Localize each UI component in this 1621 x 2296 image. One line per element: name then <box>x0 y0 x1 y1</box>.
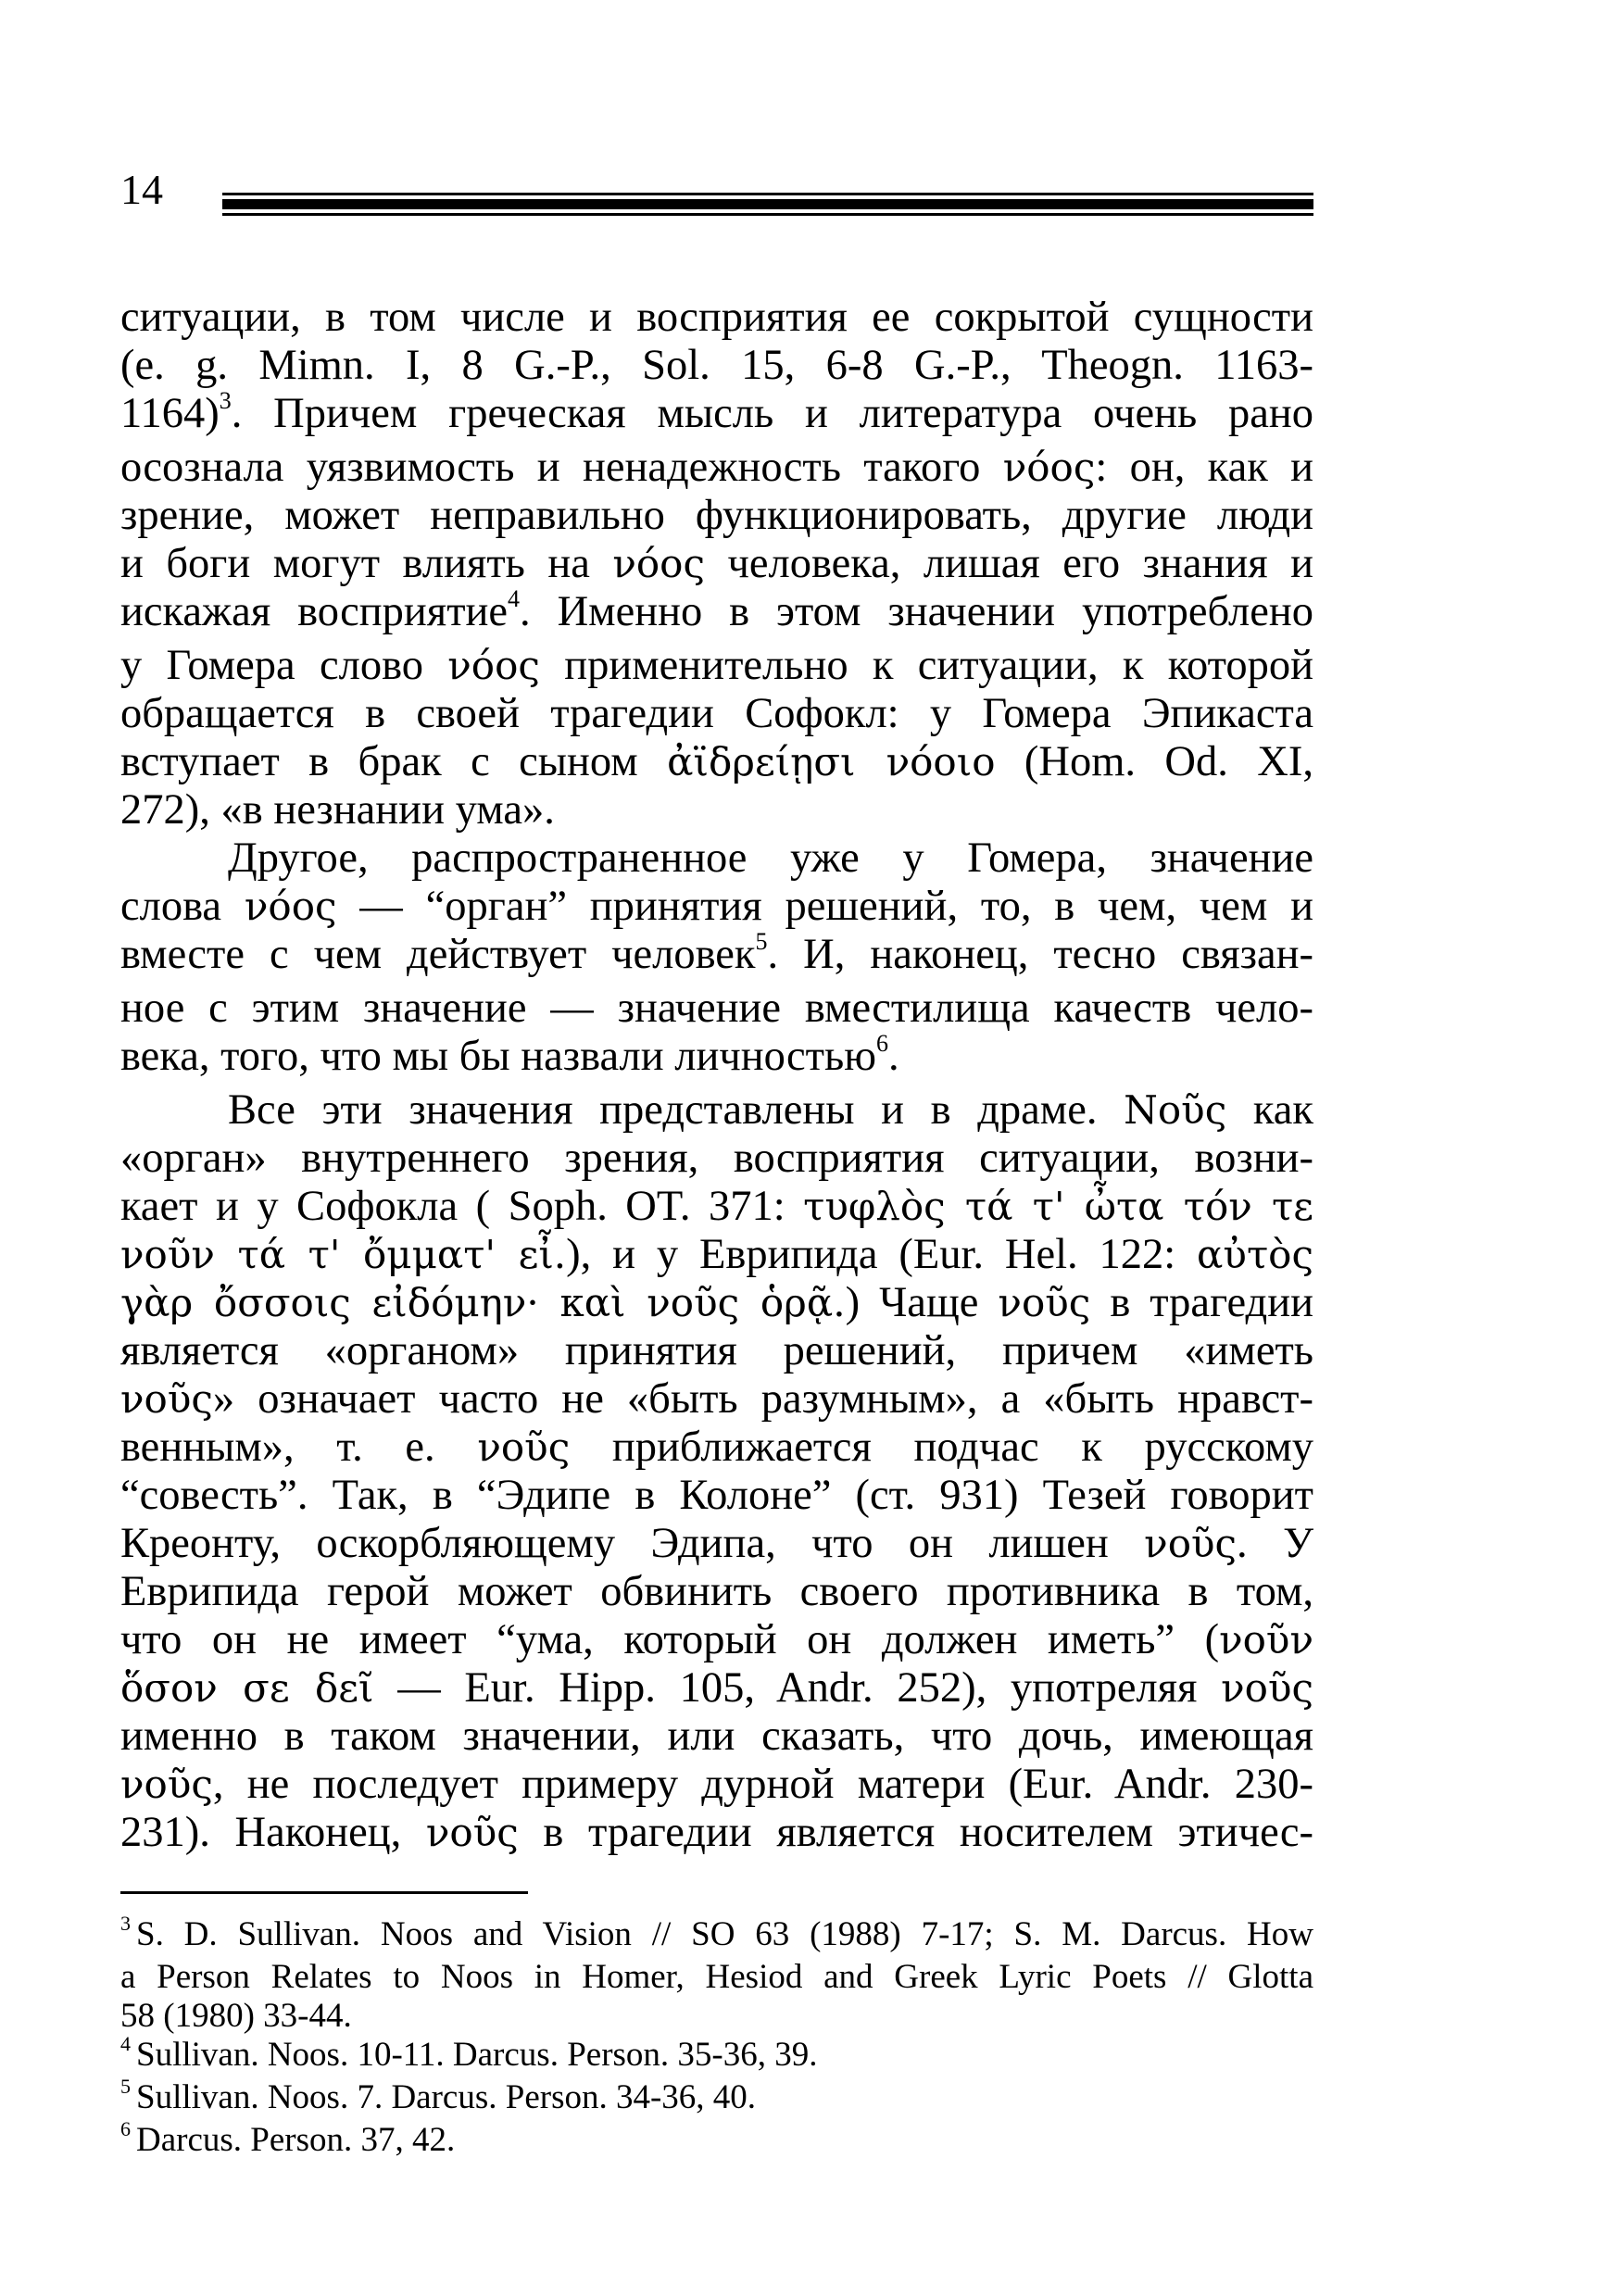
main-text <box>120 294 1313 1857</box>
text-line: обращается в своей трагедии Софокл: у Гомера Эпикаста <box>120 690 1313 737</box>
text-line: и боги могут влиять на νόος человека, лишая его знания и <box>120 540 1313 587</box>
text-line: Еврипида герой может обвинить своего противника в том, <box>120 1568 1313 1615</box>
paragraph-start: Все эти значения представлены и в драме. Νοῦς как <box>228 1086 1313 1134</box>
text-line: 272), «в незнании ума». <box>120 786 555 834</box>
footnote-5: $^5$ Sullivan. Noos. 7. Darcus. Person. 34-36, 40. <box>120 2075 757 2116</box>
text-line: 1164)$^3$. Причем греческая мысль и литература очень рано <box>120 387 1313 437</box>
footnote-3: $^3$ S. D. Sullivan. Noos and Vision // SO 63 (1988) 7-17; S. M. Darcus. How <box>120 1912 1313 1953</box>
header-rule-thick <box>222 199 1313 209</box>
footnote-3-cont: 58 (1980) 33-44. <box>120 1997 352 2035</box>
text-line: νοῦν τά τ' ὄμματ' εἶ.), и у Еврипида (Eur. Hel. 122: αὐτὸς <box>120 1231 1313 1278</box>
text-line: кает и у Софокла ( Soph. OT. 371: τυφλὸς τά τ' ὦτα τόν τε <box>120 1183 1313 1230</box>
text-line: ное с этим значение — значение вместилища качеств чело- <box>120 985 1313 1032</box>
header-rule-thin-bottom <box>222 213 1313 216</box>
footnote-3-cont: a Person Relates to Noos in Homer, Hesiod and Greek Lyric Poets // Glotta <box>120 1958 1313 1996</box>
text-line: ὅσον σε δεῖ — Eur. Hipp. 105, Andr. 252), употреляя νοῦς <box>120 1664 1313 1712</box>
text-line: вместе с чем действует человек$^5$. И, наконец, тесно связан- <box>120 928 1313 978</box>
text-line: 231). Наконец, νοῦς в трагедии является носителем этичес- <box>120 1809 1313 1856</box>
text-line: вступает в брак с сыном ἀϊδρείῃσι νόοιο (Hom. Od. XI, <box>120 738 1313 785</box>
text-line: Креонту, оскорбляющему Эдипа, что он лишен νοῦς. У <box>120 1520 1313 1567</box>
text-line: слова νόος — “орган” принятия решений, то, в чем, чем и <box>120 883 1313 930</box>
footnotes <box>120 1912 1313 2164</box>
text-line: νοῦς, не последует примеру дурной матери (Eur. Andr. 230- <box>120 1761 1313 1808</box>
text-line: зрение, может неправильно функционировать, другие люди <box>120 492 1313 539</box>
text-line: является «органом» принятия решений, причем «иметь <box>120 1327 1313 1374</box>
footnote-4: $^4$ Sullivan. Noos. 10-11. Darcus. Person. 35-36, 39. <box>120 2032 818 2074</box>
footnote-ref[interactable]: 3 <box>219 387 232 414</box>
text-line: γὰρ ὄσσοις εἰδόμην· καὶ νοῦς ὁρᾷ.) Чаще νοῦς в трагедии <box>120 1279 1313 1326</box>
page-number: 14 <box>120 166 163 213</box>
text-line: ситуации, в том числе и восприятия ее сокрытой сущности <box>120 294 1313 341</box>
text-line: века, того, что мы бы назвали личностью$^6$. <box>120 1030 899 1080</box>
text-line: у Гомера слово νόος применительно к ситуации, к которой <box>120 642 1313 689</box>
page-header <box>120 165 1313 230</box>
text-line: (e. g. Mimn. I, 8 G.-P., Sol. 15, 6-8 G.-P., Theogn. 1163- <box>120 342 1313 389</box>
text-line: что он не имеет “ума, который он должен иметь” (νοῦν <box>120 1616 1313 1663</box>
paragraph-start: Другое, распространенное уже у Гомера, значение <box>228 834 1313 882</box>
footnote-ref[interactable]: 6 <box>875 1030 888 1057</box>
footnote-ref[interactable]: 4 <box>508 585 521 612</box>
header-rule-thin <box>222 193 1313 195</box>
text-line: именно в таком значении, или сказать, что дочь, имеющая <box>120 1713 1313 1760</box>
text-line: “совесть”. Так, в “Эдипе в Колоне” (ст. 931) Тезей говорит <box>120 1472 1313 1519</box>
footnote-divider <box>120 1891 528 1894</box>
text-line: осознала уязвимость и ненадежность такого νόος: он, как и <box>120 444 1313 491</box>
text-line: искажая восприятие$^4$. Именно в этом значении употреблено <box>120 585 1313 635</box>
footnote-6: $^6$ Darcus. Person. 37, 42. <box>120 2117 456 2159</box>
footnote-ref[interactable]: 5 <box>755 928 768 955</box>
text-line: «орган» внутреннего зрения, восприятия ситуации, возни- <box>120 1135 1313 1182</box>
text-line: νοῦς» означает часто не «быть разумным», а «быть нравст- <box>120 1375 1313 1423</box>
text-line: венным», т. е. νοῦς приближается подчас к русскому <box>120 1424 1313 1471</box>
header-rule <box>222 193 1313 220</box>
